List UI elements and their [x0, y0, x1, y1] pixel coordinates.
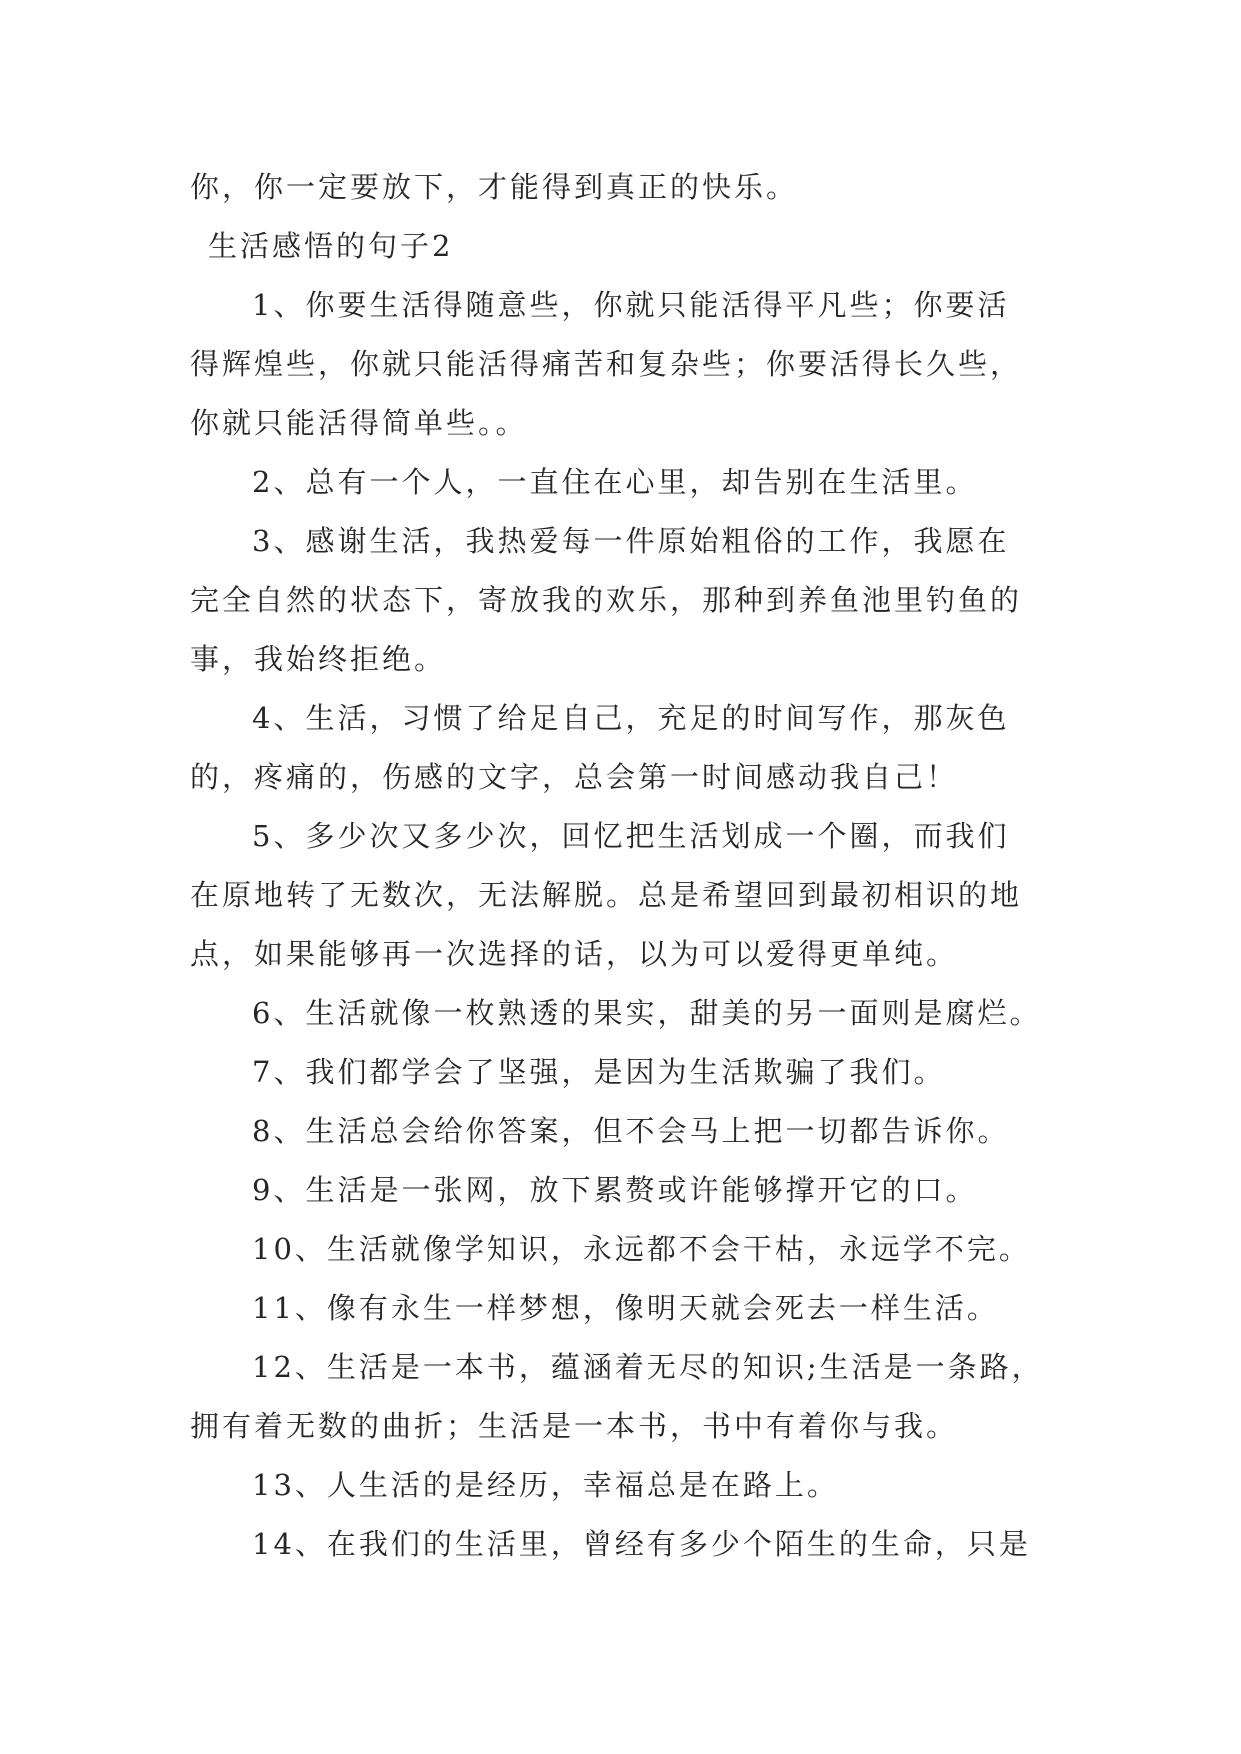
paragraph-line: 6、生活就像一枚熟透的果实，甜美的另一面则是腐烂。 — [252, 996, 1042, 1030]
paragraph-line: 1、你要生活得随意些，你就只能活得平凡些；你要活 — [252, 288, 1010, 322]
paragraph-line: 拥有着无数的曲折；生活是一本书，书中有着你与我。 — [190, 1409, 959, 1443]
paragraph-line: 点，如果能够再一次选择的话，以为可以爱得更单纯。 — [190, 937, 959, 971]
paragraph-line: 7、我们都学会了坚强，是因为生活欺骗了我们。 — [252, 1055, 946, 1089]
continuation-line: 你，你一定要放下，才能得到真正的快乐。 — [190, 170, 799, 204]
paragraph-1 — [190, 276, 1070, 453]
paragraph-line: 的，疼痛的，伤感的文字，总会第一时间感动我自己！ — [190, 760, 959, 794]
paragraph-6 — [190, 984, 1070, 1043]
paragraph-line: 5、多少次又多少次，回忆把生活划成一个圈，而我们 — [252, 819, 1010, 853]
paragraph-line: 3、感谢生活，我热爱每一件原始粗俗的工作，我愿在 — [252, 524, 1010, 558]
paragraph-line: 10、生活就像学知识，永远都不会干枯，永远学不完。 — [252, 1232, 1031, 1266]
paragraph-line: 事，我始终拒绝。 — [190, 642, 447, 676]
paragraph-line: 在原地转了无数次，无法解脱。总是希望回到最初相识的地 — [190, 878, 1023, 912]
paragraph-line: 得辉煌些，你就只能活得痛苦和复杂些；你要活得长久些， — [190, 347, 1023, 381]
paragraph-3 — [190, 512, 1070, 689]
paragraph-9 — [190, 1161, 1070, 1220]
document-body — [190, 158, 1070, 1574]
paragraph-line: 12、生活是一本书，蕴涵着无尽的知识;生活是一条路， — [252, 1350, 1044, 1384]
paragraph-11 — [190, 1279, 1070, 1338]
paragraph-line: 完全自然的状态下，寄放我的欢乐，那种到养鱼池里钓鱼的 — [190, 583, 1023, 617]
paragraph-5 — [190, 807, 1070, 984]
paragraph-line: 4、生活，习惯了给足自己，充足的时间写作，那灰色 — [252, 701, 1010, 735]
paragraph-line: 11、像有永生一样梦想，像明天就会死去一样生活。 — [252, 1291, 999, 1325]
paragraph-line: 2、总有一个人，一直住在心里，却告别在生活里。 — [252, 465, 978, 499]
paragraph-2 — [190, 453, 1070, 512]
paragraph-14 — [190, 1515, 1070, 1574]
paragraph-line: 14、在我们的生活里，曾经有多少个陌生的生命，只是 — [252, 1527, 1031, 1561]
paragraph-line: 8、生活总会给你答案，但不会马上把一切都告诉你。 — [252, 1114, 1010, 1148]
paragraph-12 — [190, 1338, 1070, 1456]
paragraph-13 — [190, 1456, 1070, 1515]
paragraph-7 — [190, 1043, 1070, 1102]
paragraph-10 — [190, 1220, 1070, 1279]
paragraph-8 — [190, 1102, 1070, 1161]
section-title: 生活感悟的句子2 — [208, 229, 454, 263]
paragraph-line: 13、人生活的是经历，幸福总是在路上。 — [252, 1468, 839, 1502]
paragraph-line: 你就只能活得简单些。。 — [190, 406, 528, 440]
paragraph-line: 9、生活是一张网，放下累赘或许能够撑开它的口。 — [252, 1173, 978, 1207]
paragraph-4 — [190, 689, 1070, 807]
